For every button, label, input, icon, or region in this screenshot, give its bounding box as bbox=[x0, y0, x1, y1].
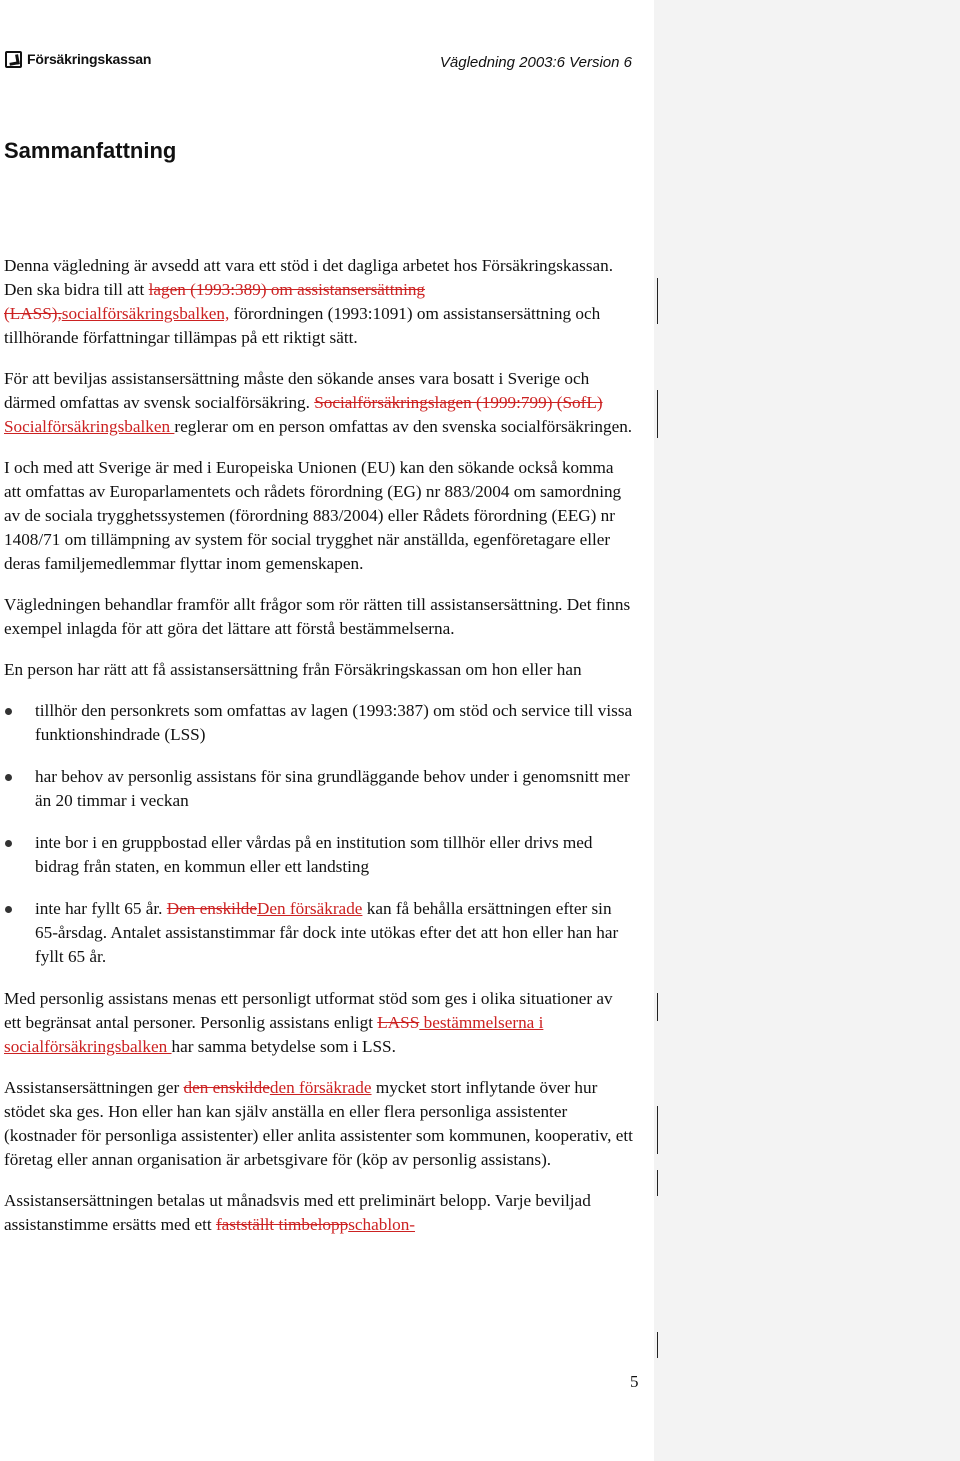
deleted-text: LASS bbox=[377, 1013, 420, 1032]
paragraph-eligibility: En person har rätt att få assistansersättning från Försäkringskassan om hon eller han bbox=[4, 660, 582, 679]
change-bar bbox=[657, 993, 658, 1021]
list-item: inte bor i en gruppbostad eller vårdas på en institution som tillhör eller drivs med bidrag från staten, en kommun eller ett landsting bbox=[4, 831, 634, 879]
list-item: har behov av personlig assistans för sina grundläggande behov under i genomsnitt mer än 20 timmar i veckan bbox=[4, 765, 634, 813]
deleted-text: den enskilde bbox=[183, 1078, 270, 1097]
paragraph-intro: Denna vägledning är avsedd att vara ett stöd i det dagliga arbetet hos Försäkringskassan. Den ska bidra till att lagen (1993:389) om assistansersättning (LASS),socialförsäkringsbalken, förordningen (1993:1091) om assistansersättning och tillhörande författningar tillämpas på ett riktigt sätt. bbox=[4, 256, 614, 347]
paragraph-payment: Assistansersättningen betalas ut månadsvis med ett preliminärt belopp. Varje beviljad assistanstimme ersätts med ett fastställt timbeloppschablon- bbox=[4, 1191, 591, 1234]
logo-text: Försäkringskassan bbox=[27, 51, 152, 67]
paragraph-residence: För att beviljas assistansersättning måste den sökande anses vara bosatt i Sverige och därmed omfattas av svensk socialförsäkring. Socialförsäkringslagen (1999:799) (SofL) Socialförsäkringsbalken reglerar om en person omfattas av den svenska socialförsäkringen. bbox=[4, 369, 633, 436]
change-bar bbox=[657, 1170, 658, 1196]
page-title: Sammanfattning bbox=[4, 138, 177, 163]
paragraph-eu: I och med att Sverige är med i Europeiska Unionen (EU) kan den sökande också komma att omfattas av Europarlamentets och rådets förordning (EG) nr 883/2004 om samordning av de sociala trygghetssystemen (förordning 883/2004) eller Rådets förordning (EEG) nr 1408/71 om tillämpning av system för social trygghet när anställda, egenföretagare eller deras familjemedlemmar flyttar inom gemenskapen. bbox=[4, 458, 622, 573]
change-bar bbox=[657, 1332, 658, 1358]
paragraph-scope: Vägledningen behandlar framför allt frågor som rör rätten till assistansersättning. Det finns exempel inlagda för att göra det lättare att förstå bestämmelserna. bbox=[4, 595, 631, 638]
page-number: 5 bbox=[630, 1372, 639, 1391]
logo-icon bbox=[5, 51, 22, 68]
inserted-text: Socialförsäkringsbalken bbox=[4, 417, 175, 436]
deleted-text: Socialförsäkringslagen (1999:799) (SofL) bbox=[314, 393, 603, 412]
change-bar bbox=[657, 278, 658, 324]
paragraph-influence: Assistansersättningen ger den enskildeden försäkrade mycket stort inflytande över hur stödet ska ges. Hon eller han kan själv anställa en eller flera personliga assistenter (kostnader för personliga assistenter) eller anlita assistenter som kommunen, kooperativ, ett företag eller annan organisation är arbetsgivare för (köp av personlig assistans). bbox=[4, 1078, 633, 1169]
deleted-text: lagen (1993:389) om assistansersättning (LASS), bbox=[4, 280, 426, 323]
change-bar bbox=[657, 390, 658, 438]
inserted-text: bestämmelserna i socialförsäkringsbalken bbox=[4, 1013, 544, 1056]
inserted-text: schablon- bbox=[348, 1215, 416, 1234]
eligibility-list bbox=[4, 699, 634, 969]
bullet-icon bbox=[5, 774, 12, 781]
logo bbox=[5, 48, 151, 70]
change-bar bbox=[657, 1106, 658, 1154]
deleted-text: Den enskilde bbox=[166, 899, 257, 918]
body-text bbox=[4, 254, 634, 1254]
list-item: tillhör den personkrets som omfattas av lagen (1993:387) om stöd och service till vissa funktionshindrade (LSS) bbox=[4, 699, 634, 747]
document-version: Vägledning 2003:6 Version 6 bbox=[439, 54, 632, 71]
inserted-text: Den försäkrade bbox=[256, 899, 363, 918]
bullet-icon bbox=[5, 708, 12, 715]
bullet-icon bbox=[5, 840, 12, 847]
bullet-icon bbox=[5, 906, 12, 913]
list-item: inte har fyllt 65 år. Den enskildeDen försäkrade kan få behålla ersättningen efter sin 65-årsdag. Antalet assistanstimmar får dock inte utökas efter det att hon eller han har fyllt 65 år. bbox=[4, 897, 634, 969]
comment-margin-panel bbox=[654, 0, 960, 1461]
inserted-text: den försäkrade bbox=[269, 1078, 372, 1097]
paragraph-personal-assistance: Med personlig assistans menas ett personligt utformat stöd som ges i olika situationer av ett begränsat antal personer. Personlig assistans enligt LASS bestämmelserna i socialförsäkringsbalken har samma betydelse som i LSS. bbox=[4, 989, 613, 1056]
inserted-text: socialförsäkringsbalken, bbox=[61, 304, 230, 323]
deleted-text: fastställt timbelopp bbox=[215, 1215, 349, 1234]
